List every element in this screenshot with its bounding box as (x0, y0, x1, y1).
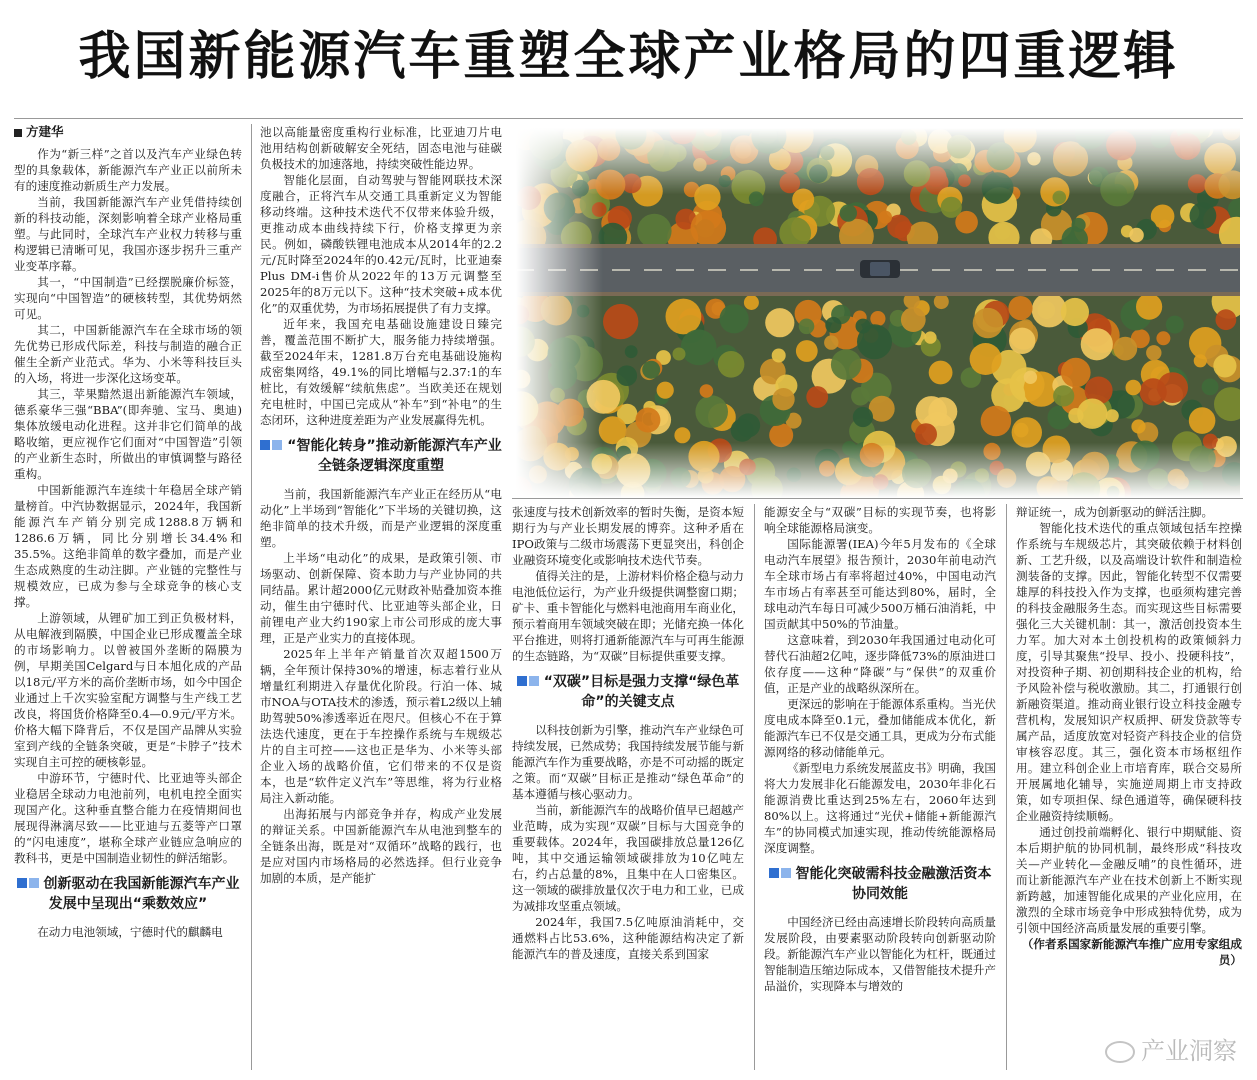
paragraph: 近年来，我国充电基础设施建设日臻完善，覆盖范围不断扩大，服务能力持续增强。截至2024年末，1281.8万台充电基础设施构成密集网络，49.1%的同比增幅与2.37:1的车桩比，有效缓解“续航焦虑”。当欧美还在规划充电桩时，中国已完成从“补车”到“补电”的生态闭环，这种进度差距为产业发展赢得先机。 (260, 317, 502, 427)
paragraph: 池以高能量密度重构行业标准，比亚迪刀片电池用结构创新破解安全死结，固态电池与硅碳负极技术的加速落地，持续突破性能边界。 (260, 125, 502, 171)
paragraph: 在动力电池领域，宁德时代的麒麟电 (37, 925, 223, 939)
paragraph: 国际能源署(IEA)今年5月发布的《全球电动汽车展望》报告预计，2030年前电动汽车全球市场占有率将超过40%，中国电动汽车市场占有率甚至可能达到80%，届时，全球电动汽车每日可减少500万桶石油消耗，中国贡献其中50%的节油量。 (764, 537, 996, 631)
subhead-marker-icon (17, 874, 41, 894)
forest-road-image (516, 128, 1240, 498)
photo-divider (512, 498, 1243, 499)
weibo-logo-icon (1105, 1041, 1135, 1063)
paragraph: 这意味着，到2030年我国通过电动化可替代石油超2亿吨，逐步降低73%的原油进口依存度——这种“降碳”与“保供”的双重价值，正是产业的战略纵深所在。 (764, 633, 996, 695)
paragraph: 当前，我国新能源汽车产业凭借持续创新的科技动能，深刻影响着全球产业格局重塑。与此同时，全球汽车产业权力转移与重构逻辑已清晰可见，我国亦逐步拐升三重产业变革序幕。 (14, 195, 242, 273)
watermark-text: 产业洞察 (1141, 1037, 1237, 1065)
subhead-marker-icon (260, 436, 284, 456)
paragraph: 作为“新三样”之首以及汽车产业绿色转型的具象载体，新能源汽车产业正以前所未有的速度推动新质生产力发展。 (14, 147, 242, 193)
paragraph: 中国新能源汽车连续十年稳居全球产销量榜首。中汽协数据显示，2024年，我国新能源汽车产销分别完成1288.8万辆和1286.6万辆，同比分别增长34.4%和35.5%。这绝非简单的数字叠加，而是产业生态成熟度的生动注脚。产业链的完整性与规模效应，已成为参与全球竞争的核心支撑。 (14, 483, 242, 609)
paragraph: 智能化技术迭代的重点领域包括车控操作系统与车规级芯片，其突破依赖于材料创新、工艺升级，以及高端设计软件和制造检测装备的支撑。因此，智能化转型不仅需要雄厚的科技投入作为支撑，也亟须构建完善的科技金融服务生态。而实现这些目标需要强化三大关键机制：其一，激活创投资本生力军。加大对本土创投机构的政策倾斜力度，引导其聚焦“投早、投小、投硬科技”，对投资种子期、初创期科技企业的机构，给予风险补偿与税收激励。其二，打通银行创新融资渠道。推动商业银行设立科技金融专营机构，发展知识产权质押、研发贷款等专属产品，适度放宽对轻资产科技企业的信贷审核容忍度。其三，强化资本市场枢纽作用。建立科创企业上市培育库，联合交易所开展属地化辅导，实施逆周期上市支持政策，如专项担保、绿色通道等，确保硬科技企业融资持续顺畅。 (1016, 521, 1242, 823)
article-column-4 (764, 504, 996, 1070)
byline (14, 124, 242, 140)
subheading-text: 智能化突破需科技金融激活资本协同效能 (795, 866, 992, 902)
subheading-4 (764, 864, 996, 904)
paragraph: 2025年上半年产销量首次双超1500万辆，全年预计保持30%的增速，标志着行业从增量红利期进入存量优化阶段。行泊一体、城市NOA与OTA技术的渗透，预示着L2级以上辅助驾驶50%渗透率近在咫尺。但核心不在于算法迭代速度，更在于车控操作系统与车规级芯片的自主可控——这也正是华为、小米等头部企业入场的战略价值，它们带来的不仅是资本，也是“软件定义汽车”等思维，将为行业格局注入新动能。 (260, 647, 502, 805)
watermark (1105, 1031, 1237, 1066)
header-divider (14, 118, 1243, 119)
paragraph: 通过创投前端孵化、银行中期赋能、资本后期护航的协同机制，最终形成“科技攻关—产业转化—金融反哺”的良性循环，进而让新能源汽车产业在技术创新上不断实现新跨越，加速智能化成果的产业化应用，在激烈的全球市场竞争中形成独特优势，成为引领中国经济高质量发展的重要引擎。 (1016, 825, 1242, 935)
article-column-2 (260, 124, 502, 1070)
column-divider (251, 124, 252, 1070)
paragraph: 辩证统一，成为创新驱动的鲜活注脚。 (1016, 505, 1214, 519)
paragraph: 中国经济已经由高速增长阶段转向高质量发展阶段，由要素驱动阶段转向创新驱动阶段。新能源汽车产业以智能化为杠杆，既通过智能制造压缩边际成本，又借智能技术提升产品溢价，实现降本与增效的 (764, 915, 996, 993)
headline: 我国新能源汽车重塑全球产业格局的四重逻辑 (78, 27, 1179, 87)
paragraph: 以科技创新为引擎，推动汽车产业绿色可持续发展，已然成势；我国持续发展节能与新能源汽车作为重要战略，亦是不可动摇的既定之策。而“双碳”目标正是推动“绿色革命”的基本遵循与核心驱动力。 (512, 723, 744, 801)
article-column-5 (1016, 504, 1242, 1034)
subheading-text: “智能化转身”推动新能源汽车产业全链条逻辑深度重塑 (287, 438, 502, 474)
subheading-2 (260, 436, 502, 476)
subhead-marker-icon (769, 864, 793, 884)
paragraph: 其二，中国新能源汽车在全球市场的领先优势已形成代际差，科技与制造的融合正催生全新产业范式。华为、小米等科技巨头的入场，将进一步深化这场变革。 (14, 323, 242, 385)
paragraph: 当前，新能源汽车的战略价值早已超越产业范畴，成为实现“双碳”目标与大国竞争的重要载体。2024年，我国碳排放总量126亿吨，其中交通运输领域碳排放为10亿吨左右，约占总量的8%，且集中在人口密集区。这一领域的碳排放量仅次于电力和工业，已成为减排攻坚重点领域。 (512, 803, 744, 913)
paragraph: 更深远的影响在于能源体系重构。当光伏度电成本降至0.1元，叠加储能成本优化，新能源汽车已不仅是交通工具，更成为分布式能源网络的移动储能单元。 (764, 697, 996, 759)
paragraph: 上游领域，从锂矿加工到正负极材料，从电解液到隔膜，中国企业已形成覆盖全球的市场影响力。以曾被国外垄断的隔膜为例，早期美国Celgard与日本旭化成的产品以18元/平方米的高价垄断市场，如今中国企业通过上千次实验室配方调整与生产线工艺改良，将国货价格降至0.4—0.9元/平方米。价格大幅下降背后，不仅是国产品牌从实验室到产线的全链条突破，更是“卡脖子”技术实现自主可控的硬核彰显。 (14, 611, 242, 769)
author-note: （作者系国家新能源汽车推广应用专家组成员） (1021, 937, 1242, 967)
paragraph: 其三，苹果黯然退出新能源汽车领域，德系豪华三强“BBA”(即奔驰、宝马、奥迪)集体放缓电动化进程。这并非它们简单的战略收缩，更应视作它们面对“中国智造”引领的产业新生态时，所做出的审慎调整与路径重构。 (14, 387, 242, 481)
paragraph: 2024年，我国7.5亿吨原油消耗中，交通燃料占比53.6%，这种能源结构决定了新能源汽车的普及速度，直接关系到国家 (512, 915, 744, 961)
byline-marker-icon (14, 129, 22, 137)
paragraph: 出海拓展与内部竞争并存，构成产业发展的辩证关系。中国新能源汽车从电池到整车的全链条出海，既是对“双循环”战略的践行，也是应对国内市场格局的必然选择。但行业竞争加剧的本质，是产能扩 (260, 807, 502, 885)
article-column-3 (512, 504, 744, 1070)
paragraph: 《新型电力系统发展蓝皮书》明确，我国将大力发展非化石能源发电，2030年非化石能源消费比重达到25%左右，2060年达到80%以上。这将通过“光伏+储能+新能源汽车”的协同模式加速实现，推动传统能源格局深度调整。 (764, 761, 996, 855)
paragraph: 张速度与技术创新效率的暂时失衡，是资本短期行为与产业长期发展的博弈。这种矛盾在IPO政策与二级市场震荡下更显突出，科创企业融资环境变化或影响技术迭代节奏。 (512, 505, 744, 567)
paragraph: 中游环节，宁德时代、比亚迪等头部企业稳居全球动力电池前列，电机电控全面实现国产化。这种垂直整合能力在疫情期间也展现得淋漓尽致——比亚迪与五菱等产口罩的“闪电速度”，堪称全球产业链应急响应的教科书，更是中国制造业韧性的鲜活缩影。 (14, 771, 242, 865)
column-divider (754, 504, 755, 1070)
subheading-text: 创新驱动在我国新能源汽车产业发展中呈现出“乘数效应” (43, 876, 240, 912)
paragraph: 智能化层面，自动驾驶与智能网联技术深度融合，正将汽车从交通工具重新定义为智能移动终端。这种技术迭代不仅带来体验升级，更推动成本曲线持续下行，价格支撑更为亲民。例如，磷酸铁锂电池成本从2014年的2.2元/瓦时降至2024年的0.42元/瓦时，比亚迪秦Plus DM-i售价从2022年的13万元调整至2025年的8万元以下。这种“技术突破+成本优化”的双重优势，为市场拓展提供了有力支撑。 (260, 173, 502, 315)
paragraph: 上半场“电动化”的成果，是政策引领、市场驱动、创新保障、资本助力与产业协同的共同结晶。累计超2000亿元财政补贴叠加资本推动，催生由宁德时代、比亚迪等头部企业，日前锂电产业大约190家上市公司形成的庞大事理，正是产业实力的直接体现。 (260, 551, 502, 645)
paragraph: 值得关注的是，上游材料价格企稳与动力电池低位运行，为产业升级提供调整窗口期；矿卡、重卡智能化与燃料电池商用车商业化，预示着商用车领域突破在即；光储充换一体化平台推进，则将打通新能源汽车与可再生能源的生态链路，为“双碳”目标提供重要支撑。 (512, 569, 744, 663)
subheading-1 (14, 874, 242, 914)
paragraph: 其一，“中国制造”已经摆脱廉价标签，实现向“中国智造”的硬核转型，其优势炳然可见。 (14, 275, 242, 321)
subheading-text: “双碳”目标是强力支撑“绿色革命”的关键支点 (543, 674, 740, 710)
author-name: 方建华 (26, 124, 64, 139)
article-column-1 (14, 124, 242, 1070)
column-divider (1006, 504, 1007, 1070)
forest-road-photo (516, 128, 1240, 498)
paragraph: 当前，我国新能源汽车产业正在经历从“电动化”上半场到“智能化”下半场的关键切换，这绝非简单的技术升级，而是产业逻辑的深度重塑。 (260, 487, 502, 549)
subhead-marker-icon (517, 672, 541, 692)
paragraph: 能源安全与“双碳”目标的实现节奏，也将影响全球能源格局演变。 (764, 505, 996, 535)
subheading-3 (512, 672, 744, 712)
